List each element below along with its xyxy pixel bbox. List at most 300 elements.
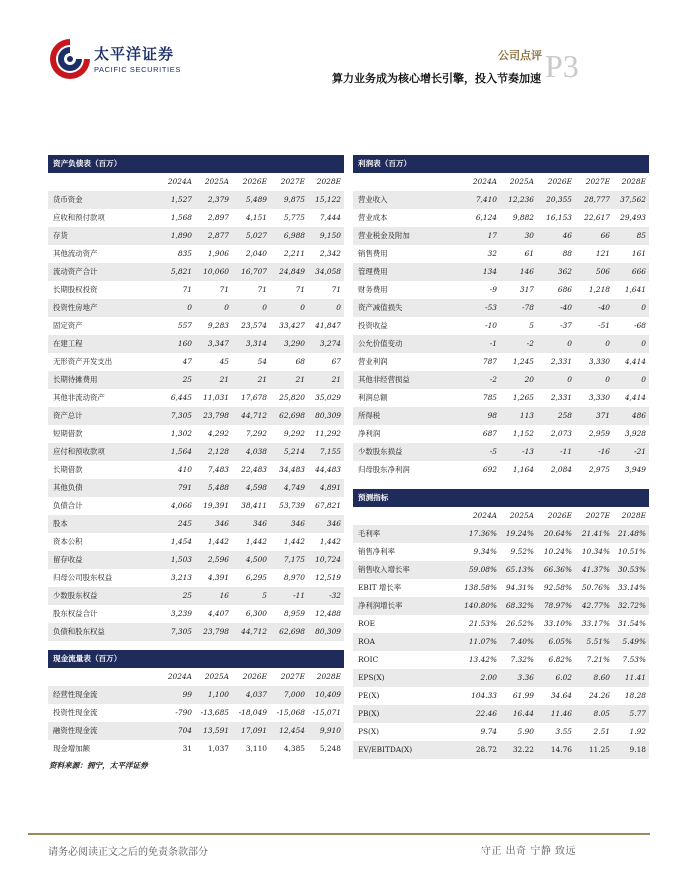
year-header: 2024A xyxy=(472,177,497,186)
cell-value: 6,445 xyxy=(170,393,192,402)
cell-value: 34,058 xyxy=(315,267,341,276)
cell-value: 32 xyxy=(487,249,497,258)
row-label: 其他流动资产 xyxy=(53,249,98,258)
cell-value: 7,155 xyxy=(319,447,341,456)
cell-value: 1,503 xyxy=(170,555,192,564)
cell-value: 4,292 xyxy=(207,429,229,438)
row-label: 长期借款 xyxy=(53,465,83,474)
cell-value: 410 xyxy=(177,465,192,474)
row-label: 股东权益合计 xyxy=(53,609,98,618)
cell-value: 11.41 xyxy=(624,673,646,682)
cell-value: 44,712 xyxy=(241,627,267,636)
row-label: 销售净利率 xyxy=(358,547,395,556)
cell-value: -1 xyxy=(489,339,497,348)
cell-value: 68.32% xyxy=(505,601,534,610)
table-row xyxy=(48,497,344,515)
row-label: 管理费用 xyxy=(358,267,388,276)
table-row xyxy=(48,335,344,353)
cell-value: -9 xyxy=(489,285,497,294)
cell-value: 23,574 xyxy=(241,321,267,330)
table-row xyxy=(353,633,649,651)
row-label: 少数股东权益 xyxy=(53,591,98,600)
cell-value: 835 xyxy=(177,249,192,258)
cell-value: 3,110 xyxy=(245,744,267,753)
row-label: 公允价值变动 xyxy=(358,339,403,348)
row-label: 投资收益 xyxy=(358,321,388,330)
cash_flow-year-header-row xyxy=(48,668,344,686)
cell-value: 1,152 xyxy=(512,429,534,438)
cell-value: 4,891 xyxy=(319,483,341,492)
cell-value: 5.77 xyxy=(629,709,646,718)
cell-value: 34,483 xyxy=(279,465,305,474)
cell-value: 9,150 xyxy=(319,231,341,240)
cell-value: 12,236 xyxy=(508,195,534,204)
cell-value: 5,248 xyxy=(319,744,341,753)
cell-value: 10.34% xyxy=(581,547,610,556)
table-row xyxy=(353,525,649,543)
cell-value: 3,274 xyxy=(319,339,341,348)
cell-value: 59.08% xyxy=(468,565,497,574)
cell-value: 1,564 xyxy=(170,447,192,456)
cell-value: 21 xyxy=(219,375,229,384)
table-row xyxy=(353,579,649,597)
cell-value: -2 xyxy=(526,339,534,348)
year-header: 2025A xyxy=(204,177,229,186)
table-row xyxy=(353,209,649,227)
cell-value: -16 xyxy=(598,447,610,456)
cell-value: 21.53% xyxy=(468,619,497,628)
cell-value: 20.64% xyxy=(543,529,572,538)
cell-value: 85 xyxy=(636,231,646,240)
cell-value: 9,292 xyxy=(283,429,305,438)
cell-value: 4,500 xyxy=(245,555,267,564)
cell-value: 666 xyxy=(631,267,646,276)
cell-value: 23,798 xyxy=(203,627,229,636)
cell-value: 2.00 xyxy=(480,673,497,682)
cell-value: 8.05 xyxy=(593,709,610,718)
year-header: 2028E xyxy=(316,672,341,681)
table-row xyxy=(353,561,649,579)
cell-value: 16,153 xyxy=(546,213,572,222)
cell-value: 121 xyxy=(595,249,610,258)
cell-value: 10,060 xyxy=(203,267,229,276)
cell-value: 1,568 xyxy=(170,213,192,222)
cell-value: 47 xyxy=(182,357,192,366)
cell-value: 3,290 xyxy=(283,339,305,348)
cell-value: 704 xyxy=(177,726,192,735)
table-row xyxy=(353,425,649,443)
cell-value: 9,875 xyxy=(283,195,305,204)
cell-value: 5,027 xyxy=(245,231,267,240)
cell-value: -13 xyxy=(522,447,534,456)
cell-value: 113 xyxy=(519,411,534,420)
row-label: 财务费用 xyxy=(358,285,388,294)
row-label: 少数股东损益 xyxy=(358,447,403,456)
cell-value: 5 xyxy=(262,591,267,600)
row-label: 其他非经营损益 xyxy=(358,375,410,384)
cell-value: 4,407 xyxy=(207,609,229,618)
cell-value: 6,300 xyxy=(245,609,267,618)
cell-value: 30 xyxy=(524,231,534,240)
cell-value: 0 xyxy=(605,375,610,384)
cell-value: 22,617 xyxy=(584,213,610,222)
row-label: 毛利率 xyxy=(358,529,381,538)
cell-value: 6,988 xyxy=(283,231,305,240)
cell-value: 61.99 xyxy=(512,691,534,700)
cell-value: 44,712 xyxy=(241,411,267,420)
cell-value: 71 xyxy=(331,285,341,294)
cell-value: 2,379 xyxy=(207,195,229,204)
table-row xyxy=(48,479,344,497)
cell-value: 7.21% xyxy=(586,655,610,664)
row-label: 营业利润 xyxy=(358,357,388,366)
year-header: 2027E xyxy=(585,511,610,520)
cell-value: 94.31% xyxy=(505,583,534,592)
cell-value: 2,331 xyxy=(550,393,572,402)
row-label: 归母股东净利润 xyxy=(358,465,410,474)
cell-value: 7,305 xyxy=(170,627,192,636)
income-year-header-row xyxy=(353,173,649,191)
year-header: 2028E xyxy=(621,177,646,186)
year-header: 2027E xyxy=(585,177,610,186)
cell-value: 71 xyxy=(182,285,192,294)
cell-value: 1,164 xyxy=(512,465,534,474)
row-label: 销售收入增长率 xyxy=(358,565,410,574)
cell-value: 10,724 xyxy=(315,555,341,564)
row-label: 投资性现金流 xyxy=(53,708,98,717)
cell-value: 0 xyxy=(641,303,646,312)
cell-value: 0 xyxy=(567,375,572,384)
year-header: 2026E xyxy=(547,511,572,520)
cell-value: 9.18 xyxy=(629,745,646,754)
cell-value: 80,309 xyxy=(315,411,341,420)
row-label: 资产总计 xyxy=(53,411,83,420)
table-row xyxy=(48,371,344,389)
cell-value: 6.82% xyxy=(548,655,572,664)
year-header: 2026E xyxy=(242,672,267,681)
cell-value: 346 xyxy=(290,519,305,528)
cell-value: 9.34% xyxy=(473,547,497,556)
table-row xyxy=(353,687,649,705)
row-label: 流动资产合计 xyxy=(53,267,98,276)
logo-english-name: PACIFIC SECURITIES xyxy=(94,65,181,74)
cell-value: 371 xyxy=(595,411,610,420)
cell-value: 25,820 xyxy=(279,393,305,402)
cell-value: -13,685 xyxy=(200,708,229,717)
year-header: 2028E xyxy=(316,177,341,186)
cell-value: 3,239 xyxy=(170,609,192,618)
cell-value: 7.32% xyxy=(510,655,534,664)
data-source-note: 资料来源：拥宁，太平洋证券 xyxy=(49,761,148,770)
table-row xyxy=(353,353,649,371)
row-label: 应收和预付款项 xyxy=(53,213,105,222)
forecast-indicators-table xyxy=(353,489,649,759)
cell-value: 33,427 xyxy=(279,321,305,330)
table-row xyxy=(48,443,344,461)
cell-value: 1,641 xyxy=(624,285,646,294)
row-label: 资产减值损失 xyxy=(358,303,403,312)
table-row xyxy=(48,722,344,740)
cell-value: 8,959 xyxy=(283,609,305,618)
cell-value: 12,454 xyxy=(279,726,305,735)
cell-value: 31.54% xyxy=(617,619,646,628)
cell-value: 9.74 xyxy=(480,727,497,736)
cash-flow-table xyxy=(48,650,344,758)
cell-value: 19,391 xyxy=(203,501,229,510)
cell-value: 50.76% xyxy=(581,583,610,592)
cell-value: 7,305 xyxy=(170,411,192,420)
cell-value: -78 xyxy=(522,303,534,312)
pacific-securities-logo-icon xyxy=(48,37,92,81)
cell-value: 80,309 xyxy=(315,627,341,636)
cell-value: 3,213 xyxy=(170,573,192,582)
company-logo xyxy=(48,37,188,81)
cell-value: 71 xyxy=(219,285,229,294)
cell-value: -11 xyxy=(560,447,572,456)
table-row xyxy=(48,227,344,245)
year-header: 2027E xyxy=(280,672,305,681)
cell-value: 31 xyxy=(182,744,192,753)
cell-value: 1.92 xyxy=(629,727,646,736)
cell-value: 62,698 xyxy=(279,411,305,420)
cell-value: 65.13% xyxy=(505,565,534,574)
table-row xyxy=(48,587,344,605)
cell-value: 0 xyxy=(262,303,267,312)
cell-value: 2,596 xyxy=(207,555,229,564)
row-label: 投资性房地产 xyxy=(53,303,98,312)
cell-value: 4,037 xyxy=(245,690,267,699)
cell-value: 0 xyxy=(567,339,572,348)
cell-value: 3.36 xyxy=(517,673,534,682)
table-row xyxy=(48,605,344,623)
row-label: 销售费用 xyxy=(358,249,388,258)
table-row xyxy=(48,209,344,227)
cell-value: 4,749 xyxy=(283,483,305,492)
cell-value: 3,949 xyxy=(624,465,646,474)
year-header: 2025A xyxy=(509,177,534,186)
cell-value: 28,777 xyxy=(584,195,610,204)
cell-value: 0 xyxy=(224,303,229,312)
cell-value: 4,151 xyxy=(245,213,267,222)
cell-value: 7.40% xyxy=(510,637,534,646)
cell-value: 4,598 xyxy=(245,483,267,492)
cell-value: 5.49% xyxy=(622,637,646,646)
row-label: 净利润增长率 xyxy=(358,601,403,610)
cash_flow-title: 现金流量表（百万） xyxy=(48,650,344,668)
cell-value: 21 xyxy=(331,375,341,384)
cell-value: 11,031 xyxy=(203,393,229,402)
cell-value: -11 xyxy=(293,591,305,600)
cell-value: 41.37% xyxy=(581,565,610,574)
cell-value: 54 xyxy=(257,357,267,366)
cell-value: 1,442 xyxy=(245,537,267,546)
cell-value: 42.77% xyxy=(581,601,610,610)
cell-value: -40 xyxy=(560,303,572,312)
cell-value: 45 xyxy=(219,357,229,366)
company-motto: 守正 出奇 宁静 致远 xyxy=(481,846,577,857)
cell-value: 10,409 xyxy=(315,690,341,699)
page-number: P3 xyxy=(545,48,579,84)
table-row xyxy=(48,299,344,317)
cell-value: 7,410 xyxy=(475,195,497,204)
cell-value: 17 xyxy=(487,231,497,240)
cell-value: 7,444 xyxy=(319,213,341,222)
cell-value: 7,483 xyxy=(207,465,229,474)
cell-value: 0 xyxy=(187,303,192,312)
cell-value: 29,493 xyxy=(620,213,646,222)
cell-value: 161 xyxy=(631,249,646,258)
cell-value: 1,100 xyxy=(207,690,229,699)
cell-value: 25 xyxy=(182,591,192,600)
cell-value: 5,489 xyxy=(245,195,267,204)
cell-value: 11,292 xyxy=(315,429,341,438)
row-label: 其他负债 xyxy=(53,483,83,492)
year-header: 2024A xyxy=(472,511,497,520)
row-label: 现金增加额 xyxy=(53,744,90,753)
cell-value: -21 xyxy=(634,447,646,456)
cell-value: 1,442 xyxy=(283,537,305,546)
cell-value: -2 xyxy=(489,375,497,384)
row-label: 归母公司股东权益 xyxy=(53,573,113,582)
cell-value: 2,877 xyxy=(207,231,229,240)
cell-value: 18.28 xyxy=(624,691,646,700)
row-label: 股本 xyxy=(53,519,68,528)
table-row xyxy=(48,704,344,722)
row-label: 在建工程 xyxy=(53,339,83,348)
row-label: 短期借款 xyxy=(53,429,83,438)
cell-value: 6.02 xyxy=(555,673,572,682)
year-header: 2028E xyxy=(621,511,646,520)
row-label: 无形资产开发支出 xyxy=(53,357,113,366)
cell-value: 71 xyxy=(295,285,305,294)
table-row xyxy=(353,741,649,759)
cell-value: 24.26 xyxy=(588,691,610,700)
table-row xyxy=(48,425,344,443)
cell-value: 2,128 xyxy=(207,447,229,456)
cell-value: 22.46 xyxy=(475,709,497,718)
cell-value: 7,000 xyxy=(283,690,305,699)
cell-value: 30.53% xyxy=(617,565,646,574)
cell-value: 4,414 xyxy=(624,357,646,366)
cell-value: 7.53% xyxy=(622,655,646,664)
cell-value: 486 xyxy=(631,411,646,420)
cell-value: 10.51% xyxy=(617,547,646,556)
cell-value: 6,124 xyxy=(475,213,497,222)
cell-value: 5,775 xyxy=(283,213,305,222)
row-label: ROA xyxy=(358,637,375,646)
row-label: 负债合计 xyxy=(53,501,83,510)
cell-value: 557 xyxy=(177,321,192,330)
cell-value: 11.07% xyxy=(468,637,497,646)
cell-value: 3,928 xyxy=(624,429,646,438)
cell-value: 346 xyxy=(326,519,341,528)
cell-value: 1,906 xyxy=(207,249,229,258)
cell-value: -15,071 xyxy=(312,708,341,717)
table-row xyxy=(353,245,649,263)
row-label: ROIC xyxy=(358,655,379,664)
cell-value: 66.36% xyxy=(543,565,572,574)
cell-value: 317 xyxy=(519,285,534,294)
year-header: 2024A xyxy=(167,672,192,681)
table-row xyxy=(353,335,649,353)
cell-value: 99 xyxy=(182,690,192,699)
table-row xyxy=(353,543,649,561)
year-header: 2024A xyxy=(167,177,192,186)
row-label: 利润总额 xyxy=(358,393,388,402)
cell-value: 37,562 xyxy=(620,195,646,204)
cell-value: 2,342 xyxy=(319,249,341,258)
cell-value: 785 xyxy=(482,393,497,402)
cell-value: 28.72 xyxy=(475,745,497,754)
cell-value: 1,218 xyxy=(588,285,610,294)
report-type: 公司点评 xyxy=(498,49,542,62)
balance_sheet-year-header-row xyxy=(48,173,344,191)
table-row xyxy=(353,299,649,317)
cell-value: -53 xyxy=(485,303,497,312)
row-label: 经营性现金流 xyxy=(53,690,98,699)
cell-value: 1,037 xyxy=(207,744,229,753)
cell-value: 41,847 xyxy=(315,321,341,330)
row-label: EBIT 增长率 xyxy=(358,583,402,592)
cell-value: 9,882 xyxy=(512,213,534,222)
cell-value: -68 xyxy=(634,321,646,330)
cell-value: 35,029 xyxy=(315,393,341,402)
table-row xyxy=(48,407,344,425)
cell-value: 506 xyxy=(595,267,610,276)
table-row xyxy=(353,191,649,209)
cell-value: 5.51% xyxy=(586,637,610,646)
table-row xyxy=(353,389,649,407)
row-label: 净利润 xyxy=(358,429,381,438)
cell-value: 20,355 xyxy=(546,195,572,204)
cell-value: 12,519 xyxy=(315,573,341,582)
year-header: 2025A xyxy=(204,672,229,681)
cell-value: 1,454 xyxy=(170,537,192,546)
cell-value: 2,975 xyxy=(588,465,610,474)
report-title: 算力业务成为核心增长引擎，投入节奏加速 xyxy=(332,72,541,85)
cell-value: 258 xyxy=(557,411,572,420)
cell-value: 62,698 xyxy=(279,627,305,636)
table-row xyxy=(48,551,344,569)
table-row xyxy=(48,740,344,758)
table-row xyxy=(353,597,649,615)
cell-value: 134 xyxy=(482,267,497,276)
row-label: 应付和预收款项 xyxy=(53,447,105,456)
income-statement-table xyxy=(353,155,649,479)
table-row xyxy=(48,461,344,479)
cell-value: 8,970 xyxy=(283,573,305,582)
row-label: 营业税金及附加 xyxy=(358,231,410,240)
table-row xyxy=(353,705,649,723)
cell-value: 1,302 xyxy=(170,429,192,438)
cell-value: 160 xyxy=(177,339,192,348)
row-label: 其他非流动资产 xyxy=(53,393,105,402)
year-header: 2027E xyxy=(280,177,305,186)
cell-value: 2,897 xyxy=(207,213,229,222)
cell-value: -10 xyxy=(485,321,497,330)
cell-value: 61 xyxy=(524,249,534,258)
cell-value: 44,483 xyxy=(315,465,341,474)
cell-value: 38,411 xyxy=(241,501,267,510)
cell-value: -32 xyxy=(329,591,341,600)
cell-value: 71 xyxy=(257,285,267,294)
table-row xyxy=(48,317,344,335)
cell-value: 0 xyxy=(641,339,646,348)
cell-value: 2,073 xyxy=(550,429,572,438)
cell-value: 346 xyxy=(214,519,229,528)
table-row xyxy=(48,533,344,551)
cell-value: 12,488 xyxy=(315,609,341,618)
